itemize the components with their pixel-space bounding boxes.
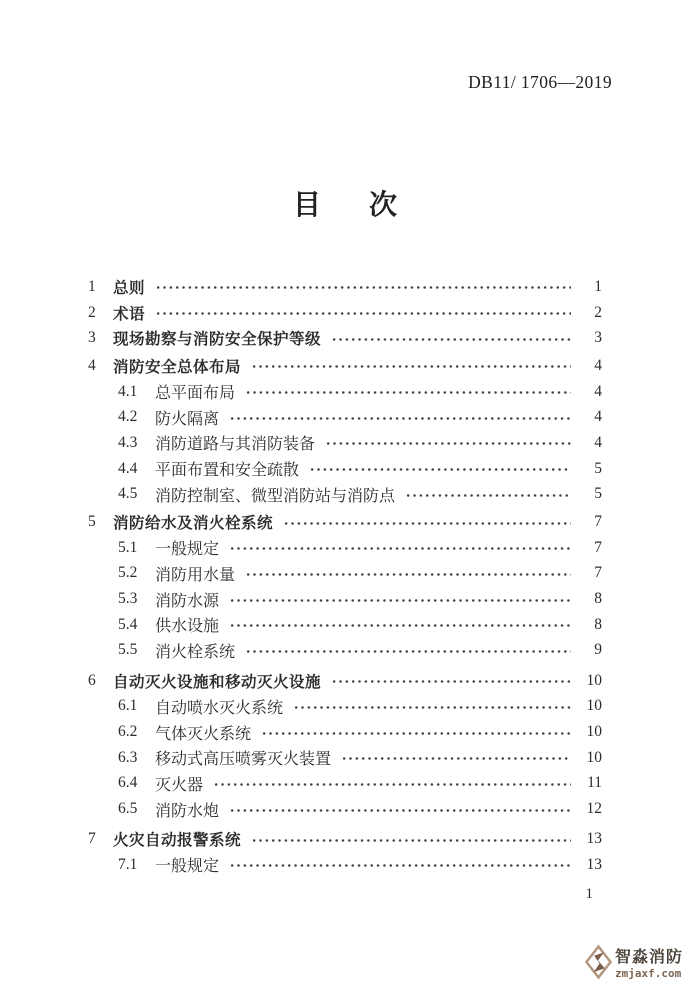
toc-entry-title: 自动灭火设施和移动灭火设施	[113, 673, 322, 691]
dot-leader	[249, 837, 571, 844]
toc-entry	[88, 612, 602, 638]
toc-entry-title: 现场勘察与消防安全保护等级	[113, 331, 322, 349]
toc-entry-title: 一般规定	[155, 541, 220, 559]
dot-leader	[243, 571, 571, 578]
toc-entry	[88, 430, 602, 456]
toc-entry-page: 5	[594, 485, 602, 503]
toc-entry-title: 消防水炮	[155, 802, 220, 820]
toc-entry-number: 4.2	[118, 408, 138, 426]
dot-leader	[307, 466, 571, 473]
toc-entry	[88, 353, 602, 379]
toc-entry-page: 7	[594, 564, 602, 582]
toc-entry-title: 消防安全总体布局	[113, 358, 242, 376]
toc-entry	[88, 325, 602, 351]
dot-leader	[227, 807, 571, 814]
toc-entry-page: 8	[594, 615, 602, 633]
watermark-name: 智淼消防	[614, 949, 683, 966]
toc-entry-number: 3	[88, 329, 96, 347]
dot-leader	[329, 678, 571, 685]
toc-entry-number: 6.3	[118, 748, 138, 766]
toc-entry-number: 6.5	[118, 800, 138, 818]
toc-entry-title: 消防控制室、微型消防站与消防点	[155, 487, 396, 505]
toc-entry-page: 10	[586, 748, 602, 766]
toc-entry-page: 4	[594, 382, 602, 400]
toc-entry-title: 自动喷水灭火系统	[155, 699, 284, 717]
toc-entry	[88, 274, 602, 300]
toc-entry-title: 消防水源	[155, 592, 220, 610]
toc-entry-number: 6.2	[118, 723, 138, 741]
toc-entry-title: 平面布置和安全疏散	[155, 462, 300, 480]
toc-entry-title: 火灾自动报警系统	[113, 832, 242, 850]
toc-entry-page: 11	[587, 774, 602, 792]
toc-entry-number: 4.1	[118, 382, 138, 400]
toc-entry-title: 防火隔离	[155, 410, 220, 428]
toc-entry-title: 消防道路与其消防装备	[155, 436, 316, 454]
toc-entry-page: 3	[594, 329, 602, 347]
toc-entry-page: 9	[594, 641, 602, 659]
toc-entry-number: 4.5	[118, 485, 138, 503]
toc-entry-number: 5.3	[118, 590, 138, 608]
dot-leader	[227, 545, 571, 552]
toc-entry-number: 4.3	[118, 433, 138, 451]
toc-entry	[88, 694, 602, 720]
toc-entry-number: 6	[88, 671, 96, 689]
dot-leader	[211, 781, 571, 788]
dot-leader	[227, 862, 571, 869]
toc-entry	[88, 638, 602, 664]
toc-entry-title: 移动式高压喷雾灭火装置	[155, 751, 332, 769]
toc-entry	[88, 852, 602, 878]
toc-entry-number: 7.1	[118, 855, 138, 873]
toc-entry-page: 4	[594, 433, 602, 451]
toc-entry-number: 5.2	[118, 564, 138, 582]
toc-entry-title: 一般规定	[155, 858, 220, 876]
dot-leader	[339, 755, 571, 762]
dot-leader	[227, 415, 571, 422]
toc-entry-title: 灭火器	[155, 776, 204, 794]
toc-entry-title: 总则	[113, 279, 146, 297]
toc-entry-page: 4	[594, 408, 602, 426]
toc-entry-page: 13	[586, 830, 602, 848]
dot-leader	[403, 492, 571, 499]
toc-entry-number: 5	[88, 513, 96, 531]
dot-leader	[243, 389, 571, 396]
toc-entry-number: 2	[88, 303, 96, 321]
toc-entry-number: 7	[88, 830, 96, 848]
toc-entry-number: 4	[88, 356, 96, 374]
toc-entry-page: 10	[586, 697, 602, 715]
toc-entry-title: 总平面布局	[155, 385, 236, 403]
toc-entry-page: 10	[586, 723, 602, 741]
toc-entry-title: 术语	[113, 305, 146, 323]
toc-entry	[88, 796, 602, 822]
toc-entry-number: 6.1	[118, 697, 138, 715]
dot-leader	[323, 440, 571, 447]
toc-entry-page: 4	[594, 356, 602, 374]
toc-entry-page: 1	[594, 277, 602, 295]
dot-leader	[259, 730, 571, 737]
toc-entry	[88, 561, 602, 587]
toc-entry	[88, 300, 602, 326]
dot-leader	[227, 622, 571, 629]
toc-entry-title: 消防给水及消火栓系统	[113, 515, 274, 533]
toc-entry-number: 4.4	[118, 459, 138, 477]
dot-leader	[249, 363, 571, 370]
toc-entry-number: 5.1	[118, 538, 138, 556]
dot-leader	[153, 284, 571, 291]
toc-entry-number: 6.4	[118, 774, 138, 792]
toc-entry	[88, 668, 602, 694]
table-of-contents	[88, 274, 602, 878]
footer-page-number: 1	[585, 886, 593, 902]
toc-entry	[88, 745, 602, 771]
toc-entry-number: 5.5	[118, 641, 138, 659]
dot-leader	[243, 648, 571, 655]
toc-entry-page: 7	[594, 513, 602, 531]
watermark-url: zmjaxf.com	[614, 967, 682, 980]
toc-entry	[88, 404, 602, 430]
toc-entry-page: 12	[586, 800, 602, 818]
toc-entry-number: 1	[88, 277, 96, 295]
toc-entry-page: 13	[586, 855, 602, 873]
toc-entry	[88, 509, 602, 535]
toc-entry	[88, 535, 602, 561]
toc-entry-number: 5.4	[118, 615, 138, 633]
toc-entry-page: 10	[586, 671, 602, 689]
standard-code: DB11/ 1706—2019	[468, 72, 612, 92]
dot-leader	[227, 597, 571, 604]
toc-entry-title: 气体灭火系统	[155, 725, 252, 743]
toc-entry	[88, 826, 602, 852]
page-title: 目 次	[292, 189, 407, 221]
toc-entry-title: 供水设施	[155, 618, 220, 636]
toc-entry-title: 消火栓系统	[155, 643, 236, 661]
dot-leader	[153, 310, 571, 317]
toc-entry	[88, 379, 602, 405]
toc-entry-page: 2	[594, 303, 602, 321]
toc-entry	[88, 771, 602, 797]
dot-leader	[281, 520, 571, 527]
toc-entry-page: 7	[594, 538, 602, 556]
toc-entry	[88, 456, 602, 482]
dot-leader	[291, 704, 571, 711]
toc-entry-title: 消防用水量	[155, 566, 236, 584]
watermark-logo-icon	[585, 944, 612, 985]
toc-entry	[88, 586, 602, 612]
toc-entry-page: 5	[594, 459, 602, 477]
dot-leader	[329, 336, 571, 343]
toc-entry	[88, 482, 602, 508]
toc-entry	[88, 719, 602, 745]
watermark	[585, 944, 683, 985]
toc-entry-page: 8	[594, 590, 602, 608]
